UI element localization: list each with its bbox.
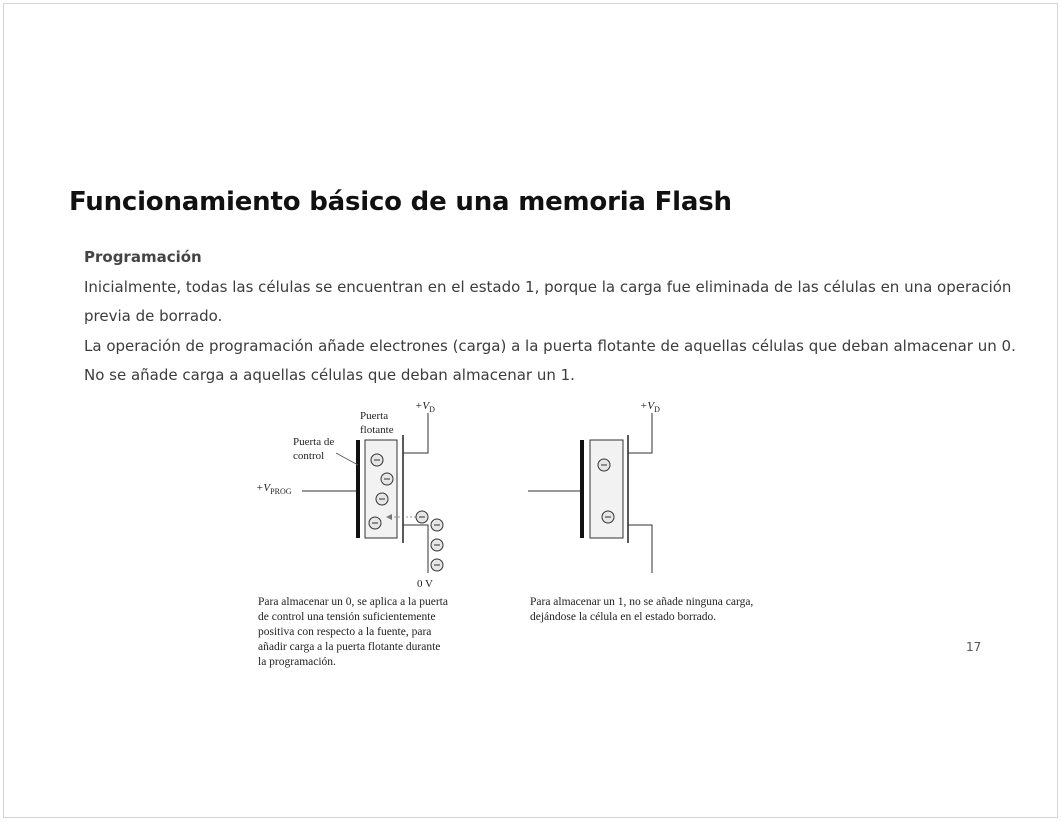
caption-line: Para almacenar un 1, no se añade ninguna carga, [530,596,754,608]
paragraph-1-line-2: previa de borrado. [84,307,223,325]
control-gate-callout [336,453,358,465]
paragraph-2: La operación de programación añade electrones (carga) a la puerta flotante de aquellas células que deban almacenar un 0. [84,337,1016,355]
caption-line: positiva con respecto a la fuente, para [258,626,432,638]
label-control-gate-2: control [293,450,325,462]
label-floating-gate-2: flotante [360,424,394,436]
label-ground: 0 V [417,578,433,590]
flash-programming-diagram [250,395,680,595]
paragraph-3: No se añade carga a aquellas células que deban almacenar un 1. [84,366,575,384]
page-title: Funcionamiento básico de una memoria Flash [69,187,732,217]
label-vd-right: $+V_D$ [640,400,660,414]
drain-wire [628,413,652,453]
caption-store-0 [258,595,488,670]
paragraph-1-line-1: Inicialmente, todas las células se encuentran en el estado 1, porque la carga fue eliminada de las células en una operación [84,278,1012,296]
page-number: 17 [966,640,982,654]
control-gate-bar [580,440,584,538]
source-wire [403,525,428,573]
cell-programming-0 [256,400,443,590]
caption-line: dejándose la célula en el estado borrado. [530,611,717,623]
caption-line: la programación. [258,656,336,668]
label-vd-left: $+V_D$ [415,400,435,414]
control-gate-bar [356,440,360,538]
drain-wire [403,413,428,453]
caption-store-1 [530,595,820,625]
cell-erased-1 [528,400,660,573]
caption-line: Para almacenar un 0, se aplica a la puerta [258,596,448,608]
caption-line: de control una tensión suficientemente [258,611,436,623]
electrons-source [416,511,443,571]
label-control-gate-1: Puerta de [293,436,335,448]
source-wire [628,525,652,573]
label-vprog: $+V_{PROG}$ [256,482,292,496]
label-floating-gate-1: Puerta [360,410,389,422]
caption-line: añadir carga a la puerta flotante durante [258,641,441,653]
section-subtitle: Programación [84,248,202,266]
